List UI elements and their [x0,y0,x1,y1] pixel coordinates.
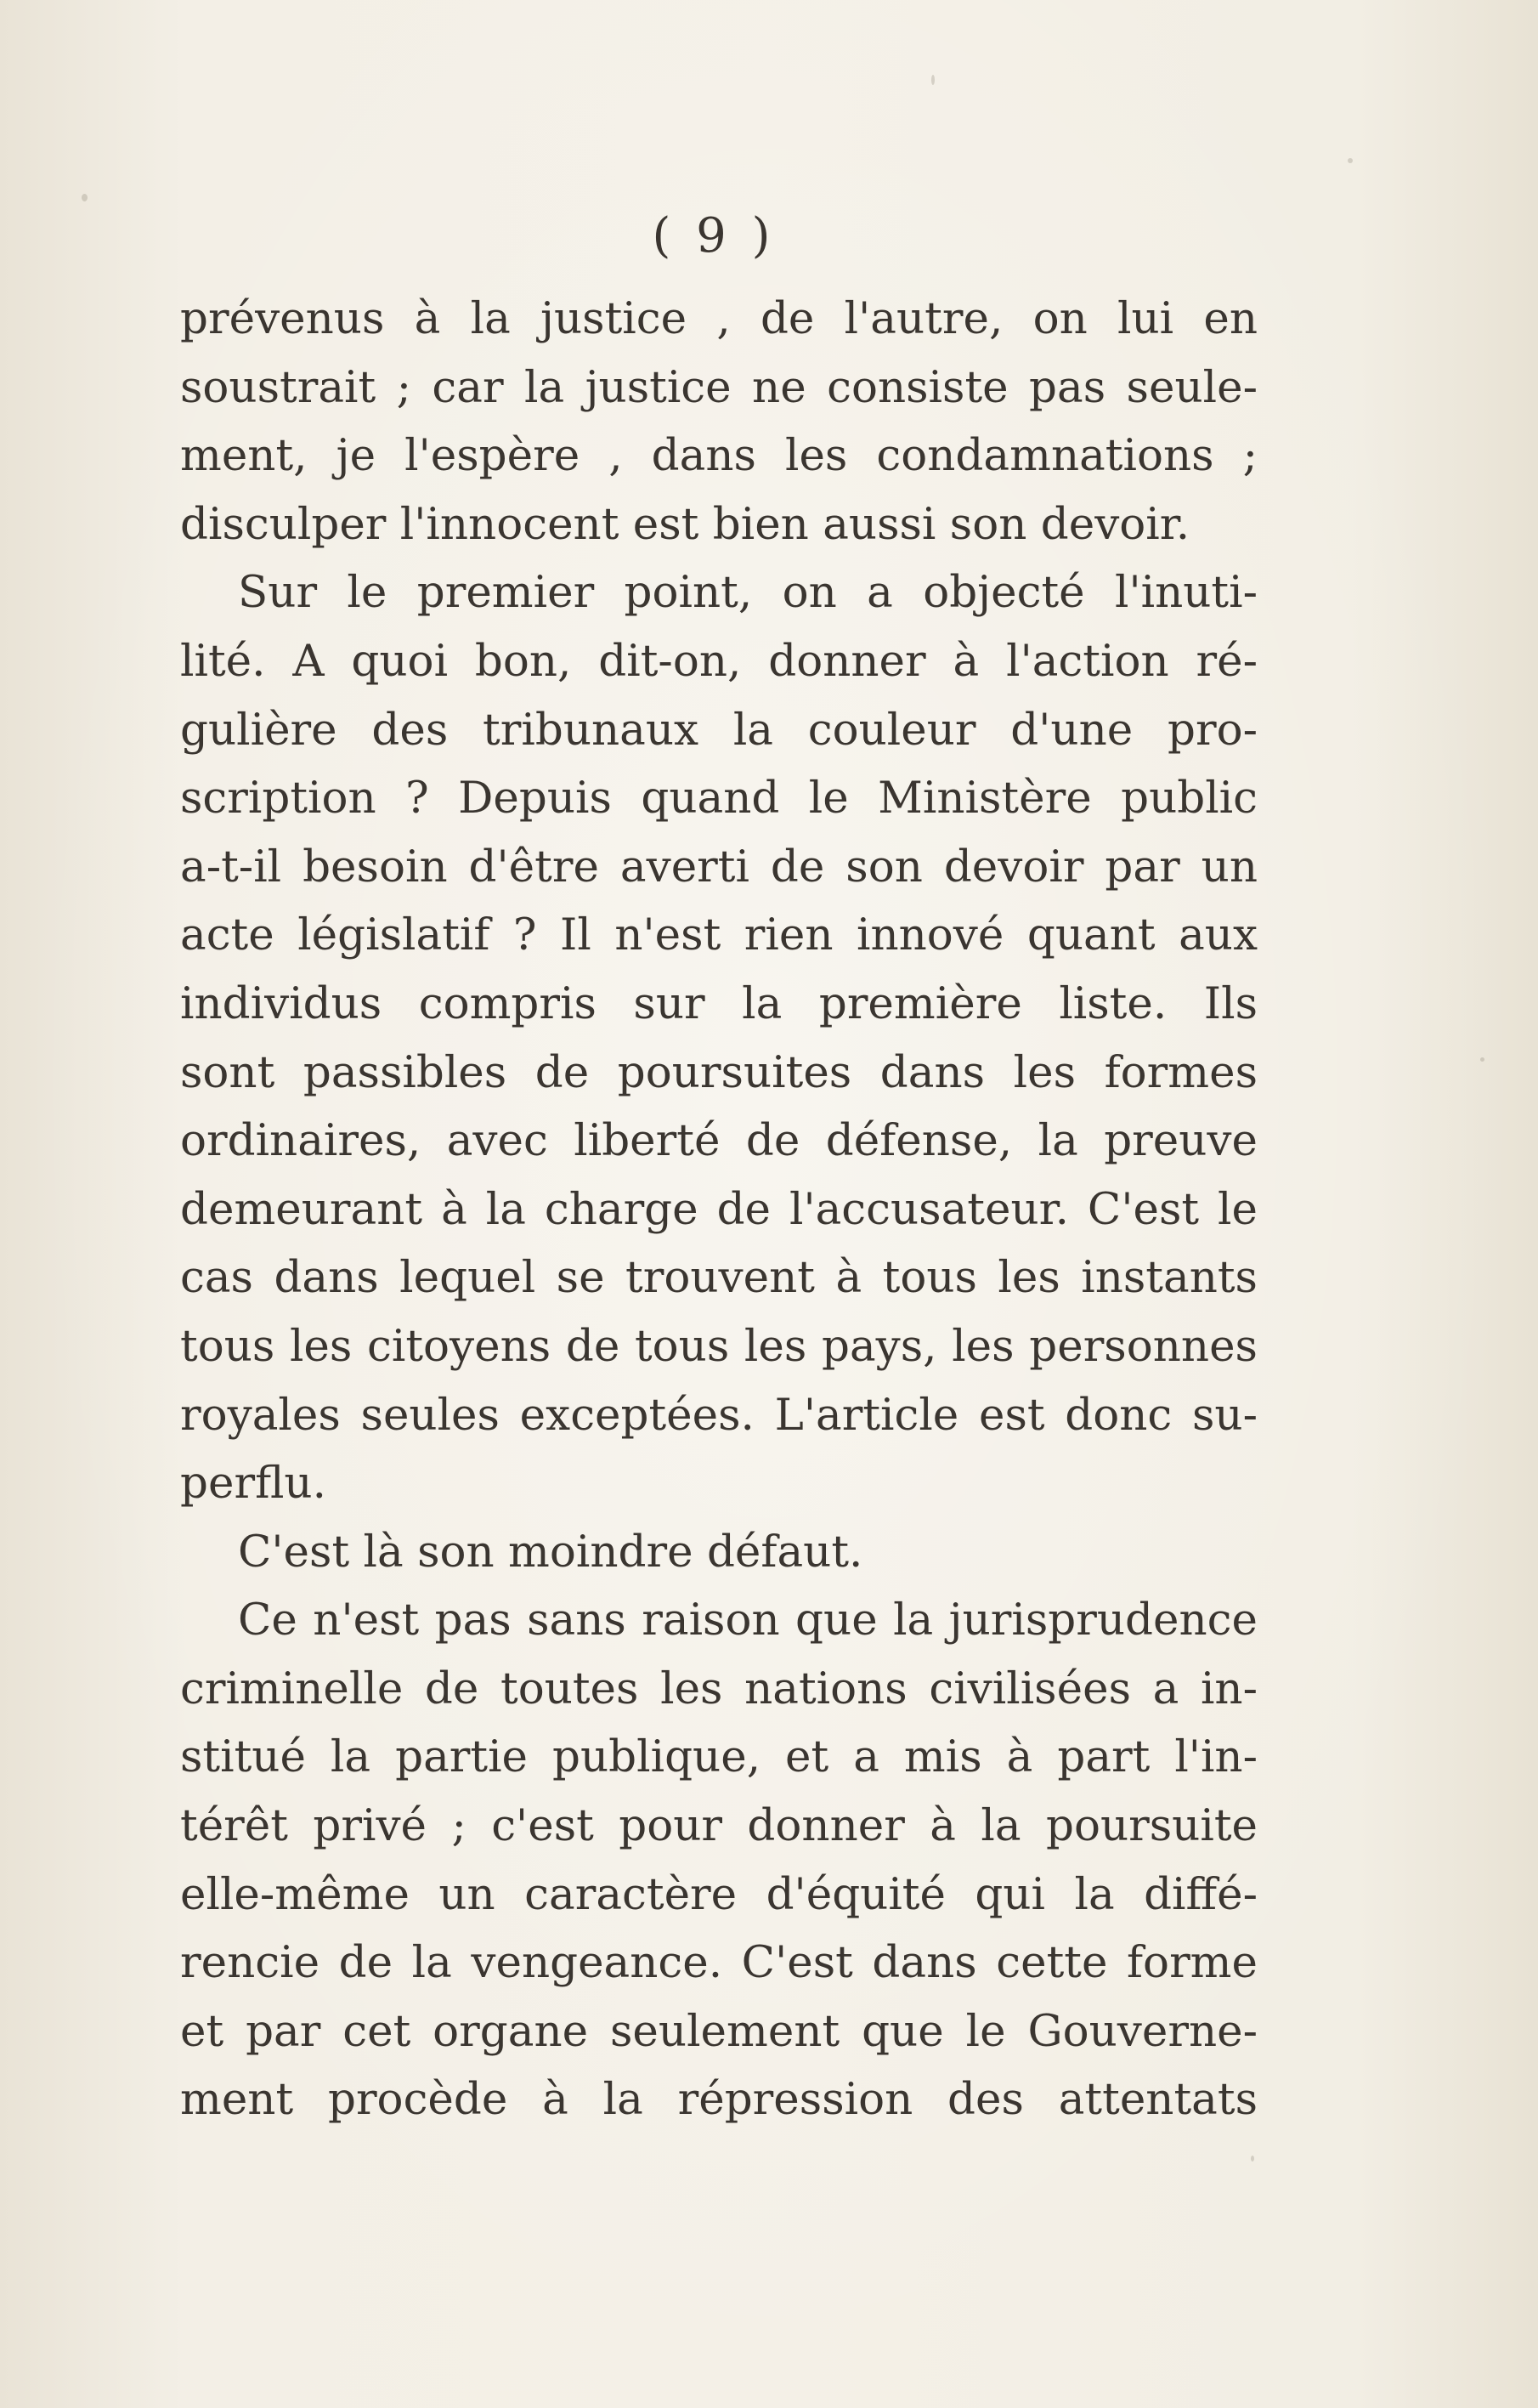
text-line: ment, je l'espère , dans les condamnations ; [180,430,1258,482]
paper-speck [931,75,935,85]
text-line: et par cet organe seulement que le Gouverne- [180,2005,1258,2057]
text-line: stitué la partie publique, et a mis à part l'in- [180,1731,1258,1783]
text-line: acte législatif ? Il n'est rien innové quant aux [180,909,1258,961]
text-line: demeurant à la charge de l'accusateur. C'est le [180,1183,1258,1235]
page-number: ( 9 ) [652,208,776,263]
text-line: disculper l'innocent est bien aussi son devoir. [180,498,1190,550]
text-line: ordinaires, avec liberté de défense, la preuve [180,1115,1258,1167]
text-line: a-t-il besoin d'être averti de son devoir par un [180,841,1258,892]
text-line: elle-même un caractère d'équité qui la diffé- [180,1868,1258,1920]
paper-speck [1480,1057,1484,1062]
text-line: cas dans lequel se trouvent à tous les instants [180,1252,1258,1304]
text-line: rencie de la vengeance. C'est dans cette forme [180,1937,1258,1989]
text-line: Ce n'est pas sans raison que la jurisprudence [238,1595,1258,1646]
text-line: sont passibles de poursuites dans les formes [180,1046,1258,1098]
text-line: lité. A quoi bon, dit-on, donner à l'action ré- [180,635,1258,687]
text-line: perflu. [180,1458,326,1510]
paper-speck [1348,158,1353,163]
paper-speck [82,194,88,201]
body-text [180,285,1258,2134]
text-line: soustrait ; car la justice ne consiste pas seule- [180,361,1258,413]
text-line: ment procède à la répression des attentats [180,2074,1258,2126]
text-line: Sur le premier point, on a objecté l'inuti- [238,567,1258,619]
text-line: scription ? Depuis quand le Ministère public [180,773,1258,824]
text-line: criminelle de toutes les nations civilisées a in- [180,1663,1258,1714]
text-line: C'est là son moindre défaut. [238,1526,863,1578]
text-line: tous les citoyens de tous les pays, les personnes [180,1320,1258,1372]
paper-speck [1251,2156,1254,2162]
text-line: royales seules exceptées. L'article est donc su- [180,1389,1258,1441]
text-line: térêt privé ; c'est pour donner à la poursuite [180,1800,1258,1852]
text-line: prévenus à la justice , de l'autre, on lui en [180,293,1258,344]
text-line: individus compris sur la première liste. Ils [180,977,1258,1029]
text-line: gulière des tribunaux la couleur d'une pro- [180,704,1258,756]
